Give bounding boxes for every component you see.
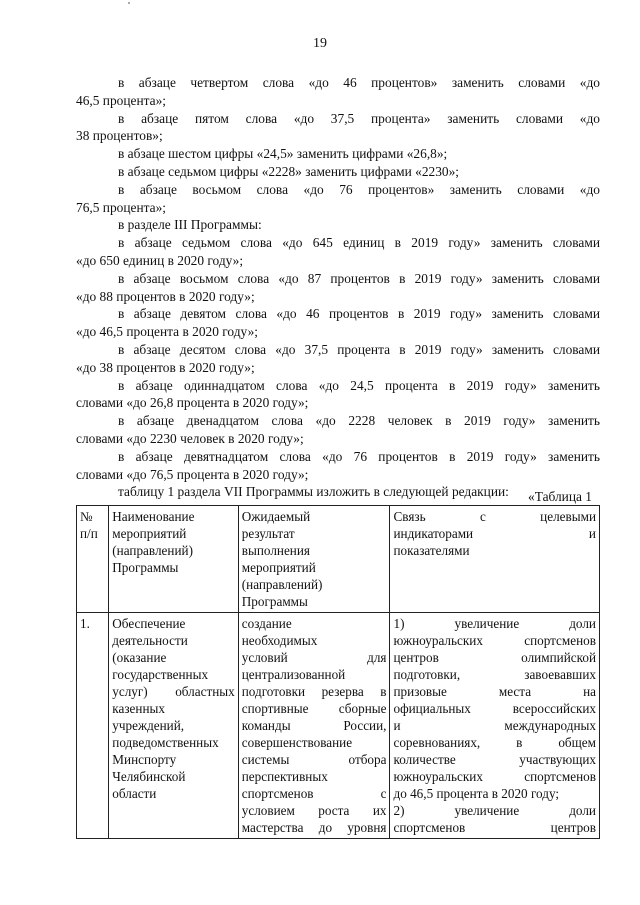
scan-speck xyxy=(128,2,130,4)
cell-text-line: спортсменов с xyxy=(241,786,387,801)
cell-text-line: мастерства до уровня xyxy=(241,820,387,835)
cell-text-line: необходимых xyxy=(241,633,318,648)
paragraph-line: «до 38 процентов в 2020 году»; xyxy=(76,359,255,375)
cell-text-line: южноуральских спортсменов xyxy=(393,633,596,648)
row1-num: 1. xyxy=(77,613,109,839)
table-header-row xyxy=(77,506,600,613)
cell-text-line: деятельности xyxy=(112,633,188,648)
paragraph-line: в абзаце четвертом слова «до 46 процентов» заменить словами «до xyxy=(118,75,600,90)
cell-text-line: Челябинской xyxy=(112,769,186,784)
paragraph-line: словами «до 2230 человек в 2020 году»; xyxy=(76,431,304,446)
paragraph-line: в абзаце седьмом цифры «2228» заменить цифрами «2230»; xyxy=(118,164,460,179)
paragraph-line: таблицу 1 раздела VII Программы изложить в следующей редакции: xyxy=(118,484,509,500)
cell-text-line: создание xyxy=(241,616,292,631)
paragraph-line: 46,5 процента»; xyxy=(76,92,166,108)
paragraph-line: в абзаце десятом слова «до 37,5 процента в 2019 году» заменить словами xyxy=(118,342,600,357)
cell-text-line: условий для xyxy=(241,650,387,665)
cell-text-line: до 46,5 процента в 2020 году; xyxy=(393,786,560,801)
cell-text-line: южноуральских спортсменов xyxy=(393,769,596,784)
paragraph-line: в абзаце шестом цифры «24,5» заменить цифрами «26,8»; xyxy=(118,146,448,162)
cell-text-line: спортивные сборные xyxy=(241,701,387,716)
header-link: Связь с целевыми индикаторами и показателями xyxy=(390,506,600,613)
cell-text-line: казенных xyxy=(112,701,165,716)
cell-text-line: перспективных xyxy=(241,769,328,784)
table-caption: «Таблица 1 xyxy=(528,489,592,504)
page-number: 19 xyxy=(313,36,327,51)
cell-text-line: подготовки, завоевавших xyxy=(393,667,596,682)
paragraph-line: в абзаце пятом слова «до 37,5 процента» заменить словами «до xyxy=(118,110,600,126)
paragraph-line: в абзаце двенадцатом слова «до 2228 человек в 2019 году» заменить xyxy=(118,413,600,429)
cell-text-line: количестве участвующих xyxy=(393,752,596,767)
cell-text-line: условием роста их xyxy=(241,803,387,818)
header-result: Ожидаемый результат выполнения мероприятий (направлений) Программы xyxy=(238,506,390,613)
row1-name xyxy=(109,613,238,839)
cell-text-line: соревнованиях, в общем xyxy=(393,735,596,750)
cell-text-line: центров олимпийской xyxy=(393,650,596,665)
cell-text-line: централизованной xyxy=(241,667,346,682)
paragraph-line: в абзаце седьмом слова «до 645 единиц в 2019 году» заменить словами xyxy=(118,235,600,251)
paragraph-line: в абзаце восьмом слова «до 87 процентов в 2019 году» заменить словами xyxy=(118,270,600,286)
cell-text-line: 2) увеличение доли xyxy=(393,803,596,818)
paragraph-line: 38 процентов»; xyxy=(76,128,163,144)
cell-text-line: услуг) областных xyxy=(112,684,235,699)
paragraph-line: в абзаце девятнадцатом слова «до 76 процентов в 2019 году» заменить xyxy=(118,448,600,464)
row1-link xyxy=(390,613,600,839)
cell-text-line: совершенствование xyxy=(241,735,353,750)
paragraph-line: словами «до 26,8 процента в 2020 году»; xyxy=(76,395,309,411)
cell-text-line: государственных xyxy=(112,667,209,682)
cell-text-line: официальных всероссийских xyxy=(393,701,596,716)
row1-result xyxy=(238,613,390,839)
paragraph-line: словами «до 76,5 процента в 2020 году»; xyxy=(76,466,309,482)
cell-text-line: Обеспечение xyxy=(112,616,186,631)
paragraph-line: «до 46,5 процента в 2020 году»; xyxy=(76,324,258,340)
cell-text-line: Минспорту xyxy=(112,752,177,767)
paragraph-line: 76,5 процента»; xyxy=(76,199,166,215)
cell-text-line: (оказание xyxy=(112,650,167,665)
cell-text-line: и международных xyxy=(393,718,596,733)
paragraph-line: в абзаце девятом слова «до 46 процентов в 2019 году» заменить словами xyxy=(118,306,600,322)
cell-text-line: области xyxy=(112,786,157,801)
header-name: Наименование мероприятий (направлений) Программы xyxy=(109,506,238,613)
cell-text-line: 1) увеличение доли xyxy=(393,616,596,631)
cell-text-line: учреждений, xyxy=(112,718,185,733)
paragraph-line: «до 650 единиц в 2020 году»; xyxy=(76,253,244,268)
paragraph-line: в абзаце восьмом слова «до 76 процентов» заменить словами «до xyxy=(118,181,600,197)
header-num: № п/п xyxy=(77,506,109,613)
cell-text-line: подготовки резерва в xyxy=(241,684,387,699)
program-table xyxy=(76,505,600,839)
paragraph-line: в абзаце одиннадцатом слова «до 24,5 процента в 2019 году» заменить xyxy=(118,377,600,393)
cell-text-line: призовые места на xyxy=(393,684,596,699)
paragraph-line: «до 88 процентов в 2020 году»; xyxy=(76,288,255,304)
cell-text-line: подведомственных xyxy=(112,735,219,750)
cell-text-line: команды России, xyxy=(241,718,387,733)
paragraph-line: в разделе III Программы: xyxy=(118,217,262,233)
table-row xyxy=(77,613,600,839)
cell-text-line: спортсменов центров xyxy=(393,820,596,835)
cell-text-line: системы отбора xyxy=(241,752,387,767)
